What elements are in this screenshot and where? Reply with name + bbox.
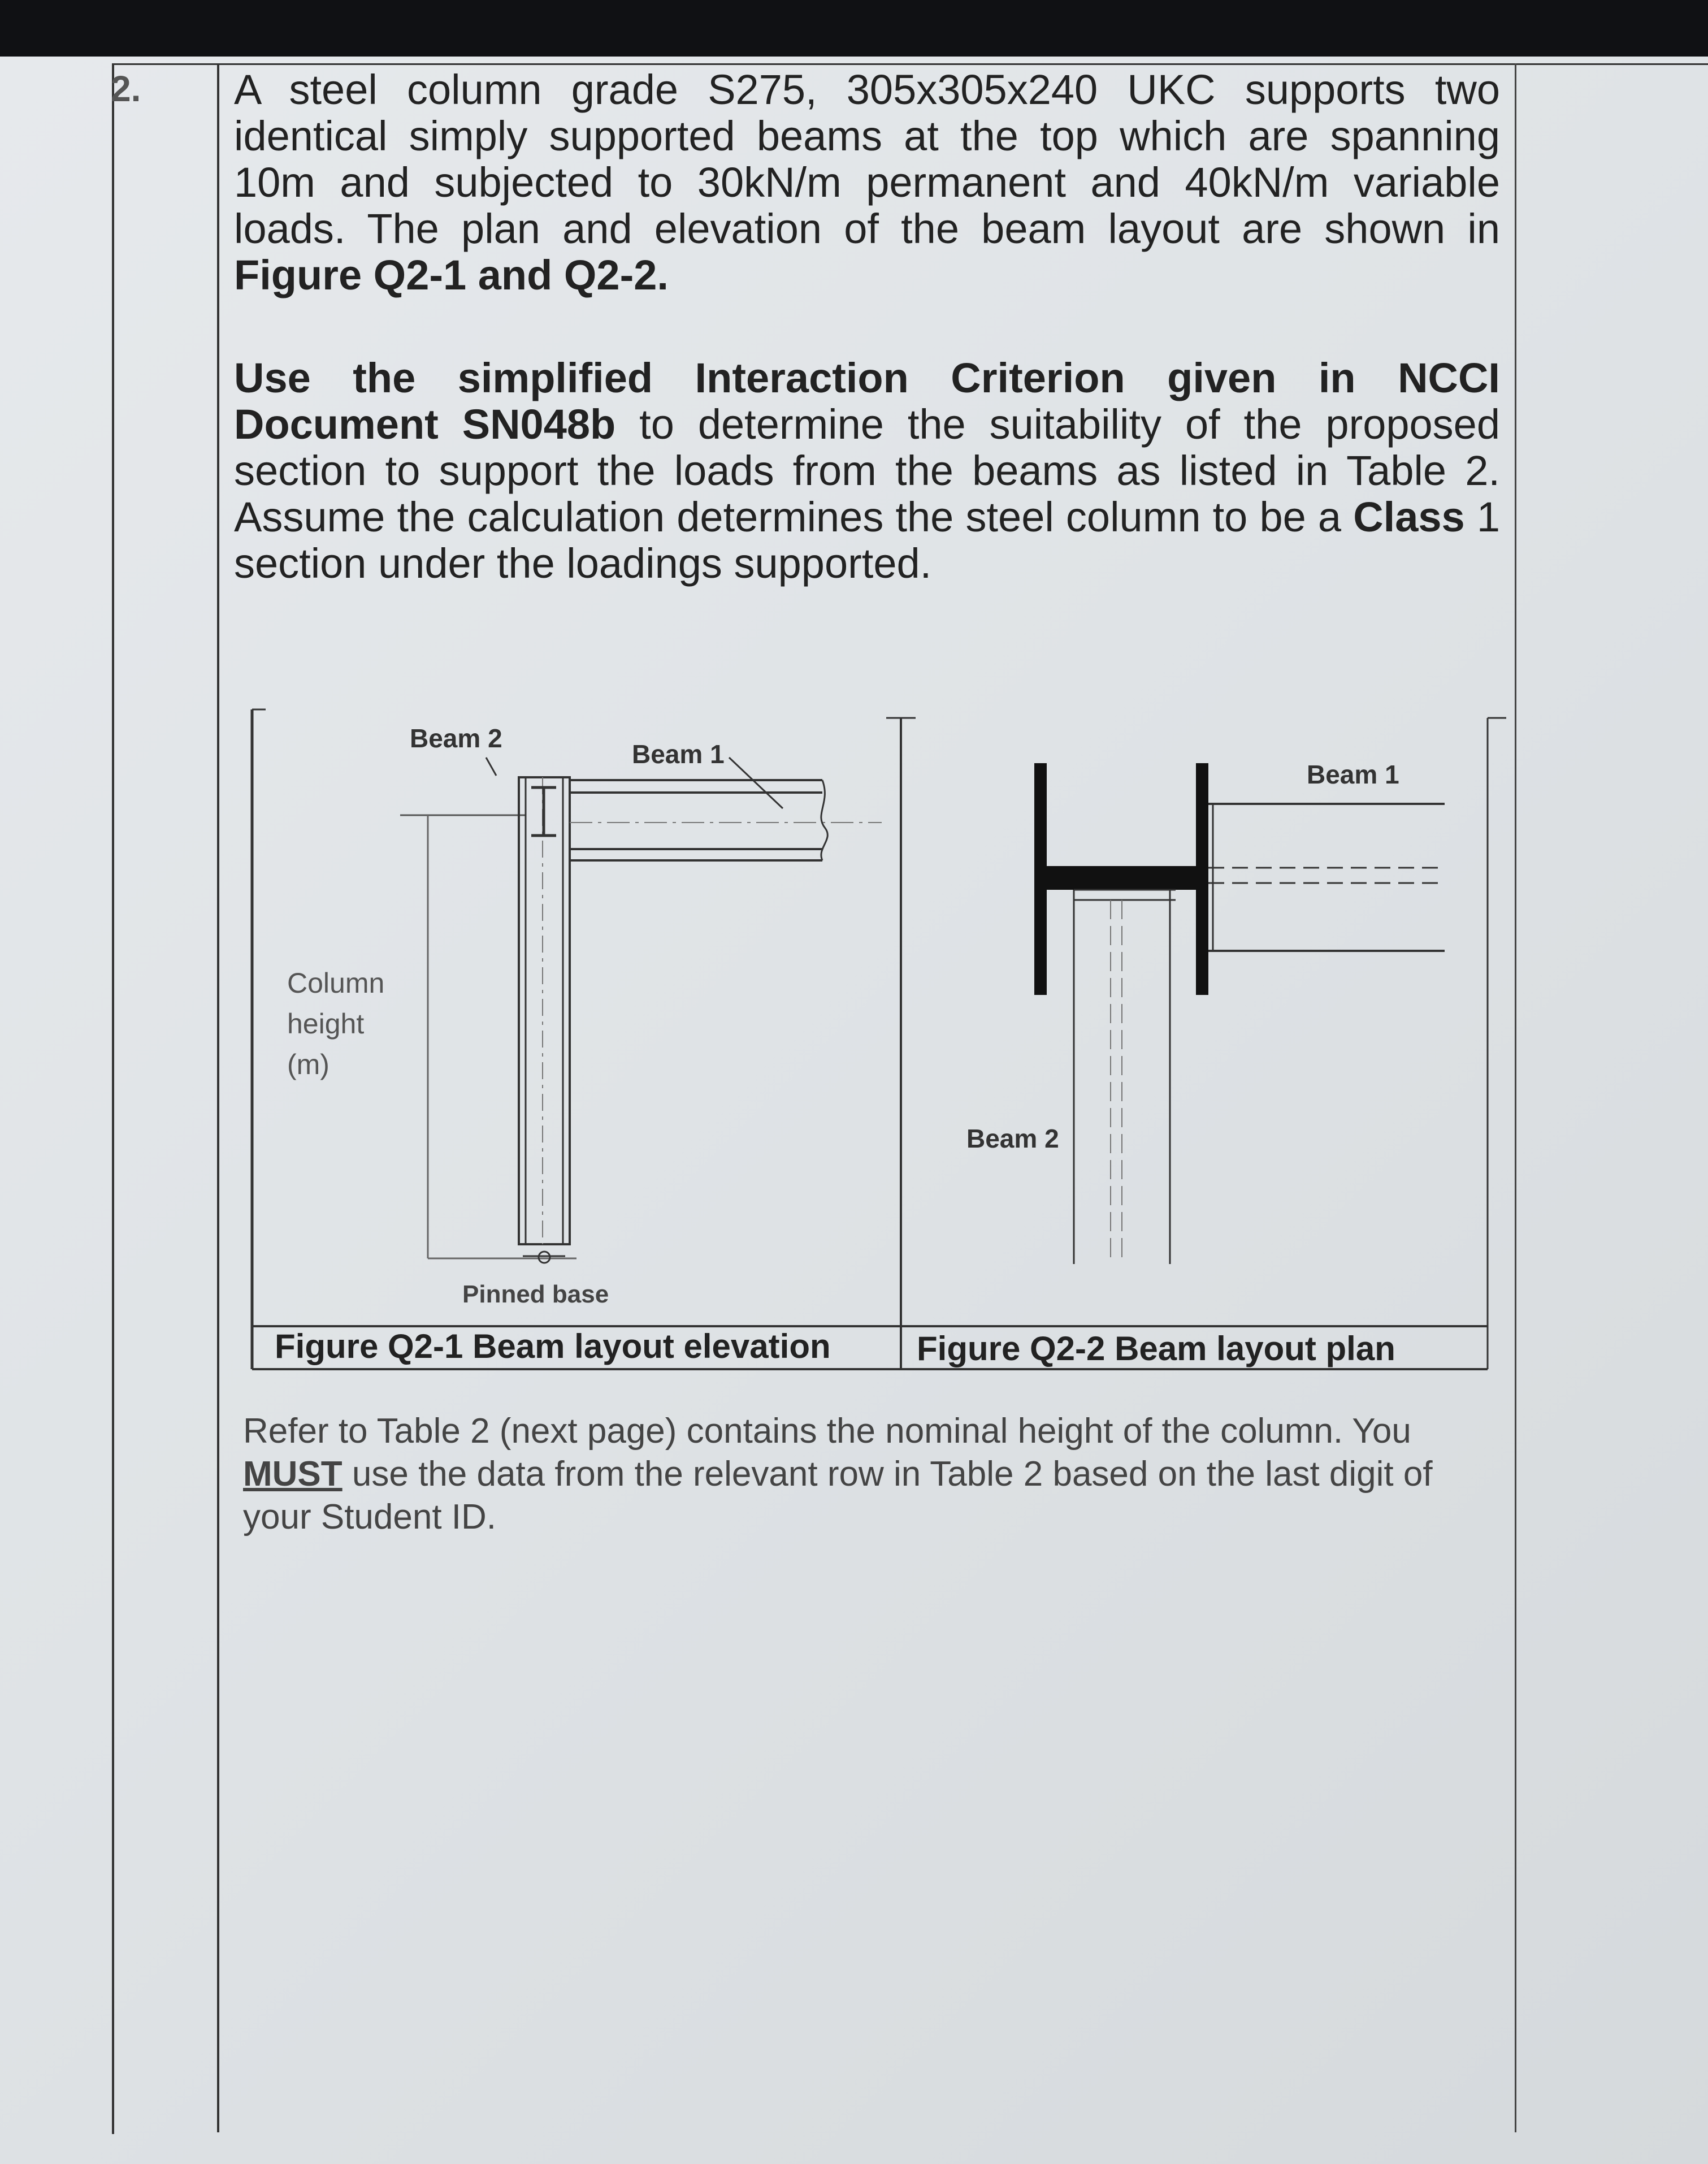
plan-figure [917,760,1445,1367]
i-section-symbol [531,787,556,836]
paragraph-3-must: MUST [243,1455,343,1494]
paragraph-2-end: 1 section under the loadings supported. [234,494,1501,587]
plan-beam-2-label: Beam 2 [966,1124,1059,1153]
beam-1-plan [1208,804,1445,951]
figure-reference: Figure Q2-1 and Q2-2. [234,252,669,298]
column-label-line-1: Column [287,967,385,999]
question-paragraph-3 [243,1410,1475,1539]
elevation-figure-caption: Figure Q2-1 Beam layout elevation [275,1327,831,1365]
plan-figure-caption: Figure Q2-2 Beam layout plan [917,1330,1395,1367]
paragraph-3-after: use the data from the relevant row in Table 2 based on the last digit of your Student ID. [243,1455,1433,1537]
paragraph-2-class: Class [1353,494,1465,540]
question-number: 2. [111,68,141,109]
paragraph-1-intro: A steel column grade S275, 305x305x240 UKC supports two identical simply supported beams at the top which are spanning 10m and subjected to 30kN/m permanent and 40kN/m variable loads. The plan and elevation of the beam layout are shown in [234,66,1500,252]
elevation-figure [275,724,882,1365]
beam-2-plan [1074,890,1176,1264]
elevation-beam-2-label: Beam 2 [410,724,502,753]
pinned-base-symbol [523,1252,565,1263]
beam-1-elevation [570,780,882,860]
column-label-line-2: height [287,1008,365,1040]
column-label-line-3: (m) [287,1049,330,1080]
paragraph-2-middle: to determine the suitability of the proposed section to support the loads from the beams as listed in Table 2. Assume the calculation determines the steel column to be a [234,401,1500,540]
pinned-base-label: Pinned base [462,1280,609,1308]
paragraph-3-before: Refer to Table 2 (next page) contains the nominal height of the column. You [243,1412,1411,1451]
beam-2-leader [486,758,496,776]
figure-frame [252,709,1506,1369]
paragraph-2-bold-lead: Use the simplified Interaction Criterion given in NCCI Document SN048b [234,354,1500,448]
beam-1-leader [729,758,783,808]
elevation-beam-1-label: Beam 1 [632,739,725,769]
column-elevation [519,777,570,1244]
plan-beam-1-label: Beam 1 [1307,760,1399,789]
